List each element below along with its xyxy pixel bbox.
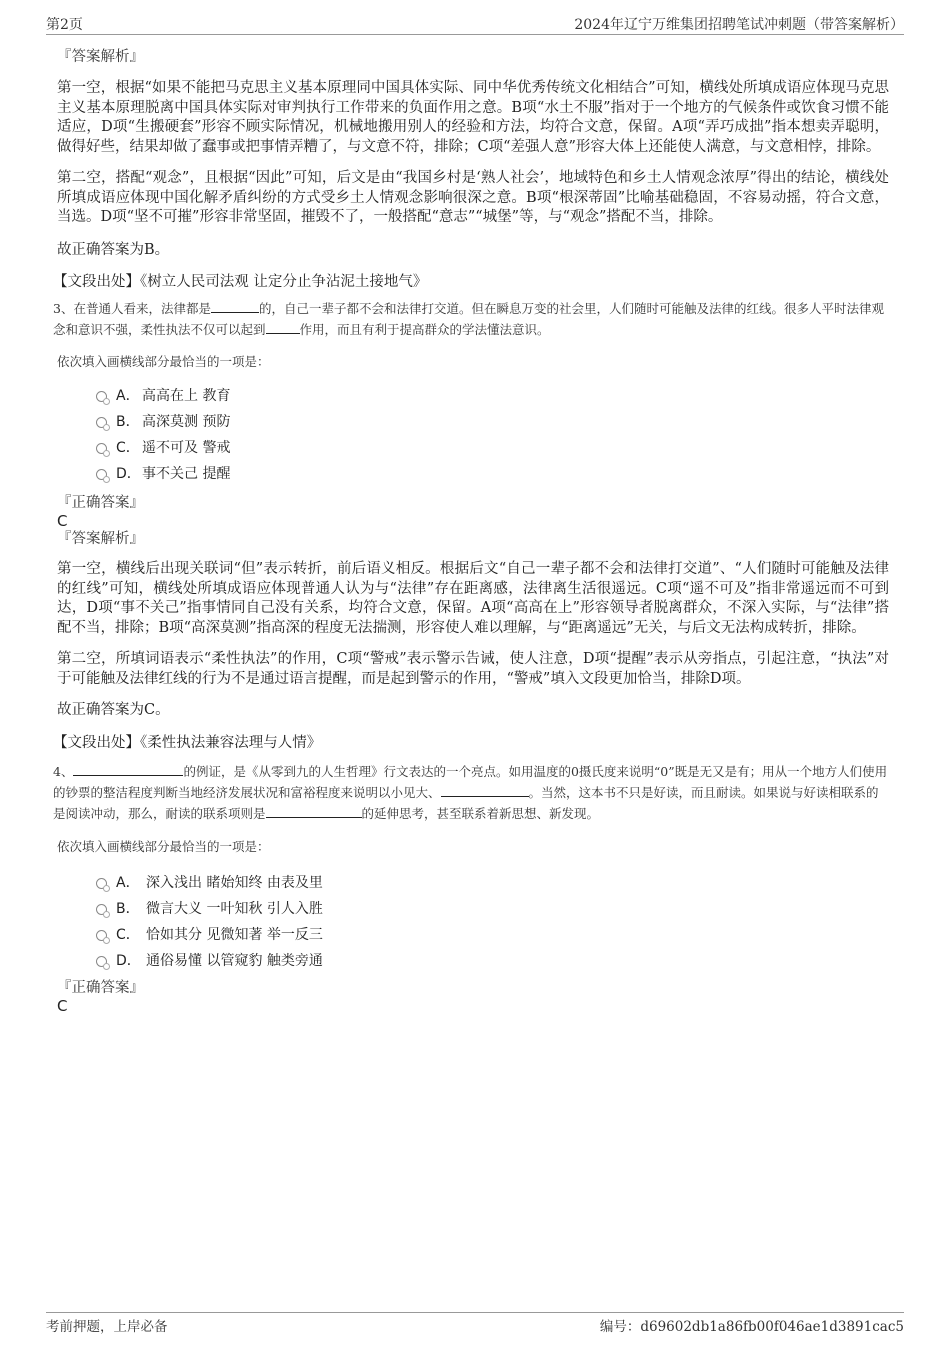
option-text: 微言大义 一叶知秋 引人入胜 — [146, 900, 323, 917]
analysis-label: 『答案解析』 — [57, 49, 144, 65]
analysis-paragraph: 第一空，根据“如果不能把马克思主义基本原理同中国具体实际、同中华优秀传统文化相结合”可知，横线处所填成语应体现马克思主义基本原理脱离中国具体实际对审判执行工作带来的负面作用之意。B项“水土不服”指对于一个地方的气候条件或饮食习惯不能适应，D项“生搬硬套”形容不顾实际情况，机械地搬用别人的经验和方法，均符合文意，保留。A项“弄巧成拙”指本想卖弄聪明，做得好些，结果却做了蠢事或把事情弄糟了，与文意不符，排除；C项“差强人意”形容大体上还能使人满意，与文意相悖，排除。 — [57, 80, 889, 155]
option-text: 高高在上 教育 — [142, 388, 231, 404]
option-label: D． — [116, 466, 141, 482]
question-text-part: 的例证，是《从零到九的人生哲理》行文表达的一个亮点。如用温度的0摄氏度来说明“0”既是无又是有；用从一个地方人们使用的钞票的整洁程度判断当地经济发展状况和富裕程度来说明以小见大、 — [53, 763, 888, 800]
radio-icon[interactable] — [96, 878, 107, 889]
analysis-paragraph: 第二空，搭配“观念”，且根据“因此”可知，后文是由“我国乡村是‘熟人社会’，地域特色和乡土人情观念浓厚”得出的结论，横线处所填成语应体现中国化解矛盾纠纷的方式受乡土人情观念影响很深之意。B项“根深蒂固”比喻基础稳固，不容易动摇，符合文意，当选。D项“坚不可摧”形容非常坚固，摧毁不了，一般搭配“意志”“城堡”等，与“观念”搭配不当，排除。 — [57, 170, 889, 225]
option-b[interactable] — [57, 896, 889, 922]
document-body — [53, 48, 889, 1015]
fill-blank — [266, 805, 362, 818]
radio-icon[interactable] — [96, 443, 107, 454]
page-header — [46, 12, 904, 35]
analysis-paragraph: 第二空，所填词语表示“柔性执法”的作用，C项“警戒”表示警示告诫，使人注意，D项“提醒”表示从旁指点，引起注意，“执法”对于可能触及法律红线的行为不是通过语言提醒，而是起到警示的作用，“警戒”填入文段更加恰当，排除D项。 — [57, 651, 889, 687]
option-d[interactable] — [57, 461, 889, 487]
question-number: 4、 — [53, 763, 74, 779]
correct-answer: C — [57, 512, 68, 530]
correct-answer-label: 『正确答案』 — [57, 495, 144, 511]
question-text-part: 在普通人看来，法律都是 — [73, 301, 211, 316]
question-text-part: 。当然，这本书不只是好读，而且耐读。如果说与好读相联系的是阅读冲动，那么，耐读的联系项则是 — [53, 784, 879, 821]
source-citation: 【文段出处】《树立人民司法观 让定分止争沾泥土接地气》 — [53, 274, 428, 290]
question-4-text — [53, 761, 889, 824]
correct-answer-label: 『正确答案』 — [57, 979, 144, 996]
option-c[interactable] — [57, 435, 889, 461]
fill-blank — [73, 763, 183, 776]
question-text-part: 的，自己一辈子都不会和法律打交道。但在瞬息万变的社会里，人们随时可能触及法律的红线。很多人平时法律观念和意识不强，柔性执法不仅可以起到 — [53, 301, 884, 337]
option-label: C． — [116, 926, 140, 943]
radio-icon[interactable] — [96, 469, 107, 480]
footer-slogan: 考前押题，上岸必备 — [46, 1319, 168, 1335]
radio-icon[interactable] — [96, 930, 107, 941]
option-text: 通俗易懂 以管窥豹 触类旁通 — [146, 952, 323, 969]
fill-blank — [441, 784, 529, 797]
fill-blank — [266, 321, 300, 334]
conclusion: 故正确答案为B。 — [57, 241, 170, 258]
option-a[interactable] — [57, 383, 889, 409]
correct-answer: C — [57, 996, 68, 1015]
option-text: 深入浅出 睹始知终 由表及里 — [146, 874, 323, 891]
question-prompt: 依次填入画横线部分最恰当的一项是： — [57, 354, 270, 369]
question-number: 3、 — [53, 301, 74, 316]
option-text: 恰如其分 见微知著 举一反三 — [146, 926, 323, 943]
analysis-label: 『答案解析』 — [57, 531, 144, 547]
radio-icon[interactable] — [96, 956, 107, 967]
source-citation: 【文段出处】《柔性执法兼容法理与人情》 — [53, 734, 322, 751]
fill-blank — [211, 300, 259, 313]
question-3-text — [53, 298, 889, 340]
page-footer — [46, 1312, 904, 1335]
option-d[interactable] — [57, 948, 889, 974]
option-text: 事不关己 提醒 — [142, 466, 231, 482]
document-title: 2024年辽宁万维集团招聘笔试冲刺题（带答案解析） — [574, 17, 904, 33]
q4-options — [57, 870, 889, 974]
option-b[interactable] — [57, 409, 889, 435]
document-id: 编号：d69602db1a86fb00f046ae1d3891cac5 — [599, 1319, 904, 1335]
question-prompt: 依次填入画横线部分最恰当的一项是： — [57, 838, 270, 854]
conclusion: 故正确答案为C。 — [57, 702, 170, 718]
option-label: A． — [116, 874, 140, 891]
option-label: A． — [116, 388, 140, 404]
question-text-part: 作用，而且有利于提高群众的学法懂法意识。 — [299, 322, 550, 337]
question-text-part: 的延伸思考，甚至联系着新思想、新发现。 — [361, 805, 600, 821]
q3-options — [57, 383, 889, 487]
option-text: 高深莫测 预防 — [142, 414, 231, 430]
option-label: B． — [116, 900, 140, 917]
radio-icon[interactable] — [96, 417, 107, 428]
option-text: 遥不可及 警戒 — [142, 440, 231, 456]
option-label: D． — [116, 952, 141, 969]
option-a[interactable] — [57, 870, 889, 896]
option-label: B． — [116, 414, 140, 430]
radio-icon[interactable] — [96, 904, 107, 915]
option-label: C． — [116, 440, 140, 456]
radio-icon[interactable] — [96, 391, 107, 402]
analysis-paragraph: 第一空，横线后出现关联词“但”表示转折，前后语义相反。根据后文“自己一辈子都不会和法律打交道”、“人们随时可能触及法律的红线”可知，横线处所填成语应体现普通人认为与“法律”存在距离感，法律离生活很遥远。C项“遥不可及”指非常遥远而不可到达，D项“事不关己”指事情同自己没有关系，均符合文意，保留。A项“高高在上”形容领导者脱离群众，不深入实际，与“法律”搭配不当，排除；B项“高深莫测”指高深的程度无法揣测，形容使人难以理解，与“距离遥远”无关，与后文无法构成转折，排除。 — [57, 561, 889, 636]
page-number: 第2页 — [46, 17, 83, 33]
option-c[interactable] — [57, 922, 889, 948]
